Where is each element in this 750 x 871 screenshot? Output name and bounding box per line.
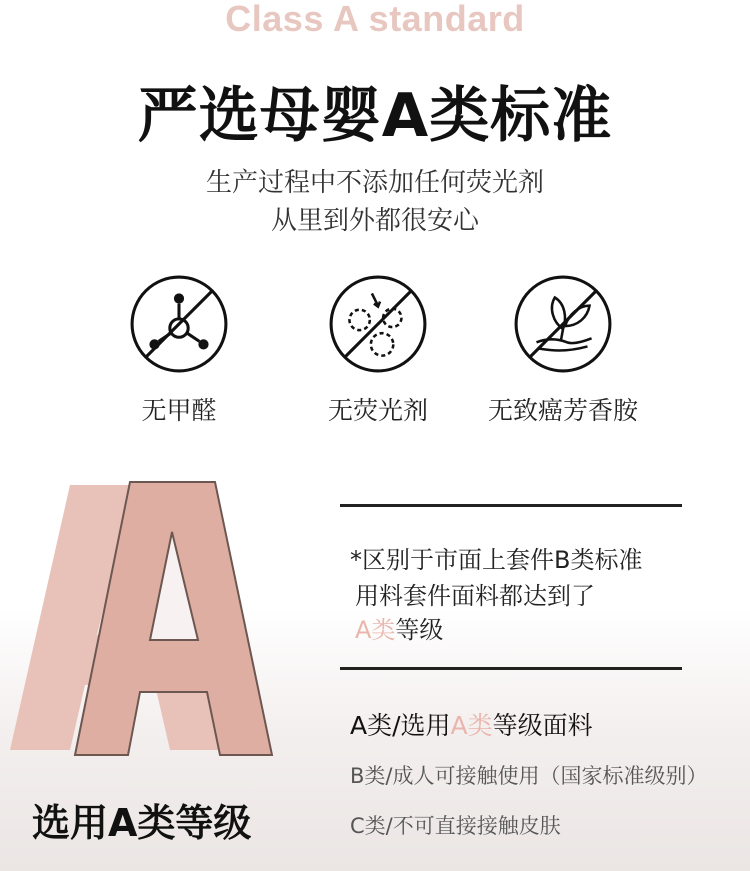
feature-no-fluorescent xyxy=(278,273,478,427)
feature-label: 无甲醛 xyxy=(141,396,217,425)
note-highlight: A类 xyxy=(355,616,396,644)
grade-a-prefix: A类/选用 xyxy=(350,711,451,740)
grade-a-suffix: 等级面料 xyxy=(492,711,593,740)
english-title: Class A standard xyxy=(225,0,525,39)
grade-c: C类/不可直接接触皮肤 xyxy=(350,814,561,838)
feature-no-formaldehyde xyxy=(79,273,279,427)
no-carcinogenic-amine-icon xyxy=(512,273,614,375)
note-line-1: *区别于市面上套件B类标准 xyxy=(350,546,643,574)
subtitle-line-1: 生产过程中不添加任何荧光剂 xyxy=(205,168,544,198)
grade-b: B类/成人可接触使用（国家标准级别） xyxy=(350,764,708,788)
no-fluorescent-agent-icon xyxy=(327,273,429,375)
note-line-2: 用料套件面料都达到了 xyxy=(355,582,595,610)
top-divider xyxy=(340,504,682,507)
page-title: 严选母婴A类标准 xyxy=(137,81,613,151)
decorative-a-letters xyxy=(0,470,300,770)
feature-label: 无荧光剂 xyxy=(327,396,428,425)
note-line-3-rest: 等级 xyxy=(395,616,444,644)
feature-label: 无致癌芳香胺 xyxy=(487,396,638,425)
no-formaldehyde-icon xyxy=(128,273,230,375)
bottom-divider xyxy=(340,667,682,670)
note-line-3 xyxy=(355,610,443,645)
grade-a-highlight: A类 xyxy=(450,711,493,740)
bottom-label: 选用A类等级 xyxy=(32,801,252,845)
grade-a xyxy=(350,706,593,742)
subtitle-line-2: 从里到外都很安心 xyxy=(270,206,479,236)
feature-no-carcinogenic-amine xyxy=(463,273,663,427)
